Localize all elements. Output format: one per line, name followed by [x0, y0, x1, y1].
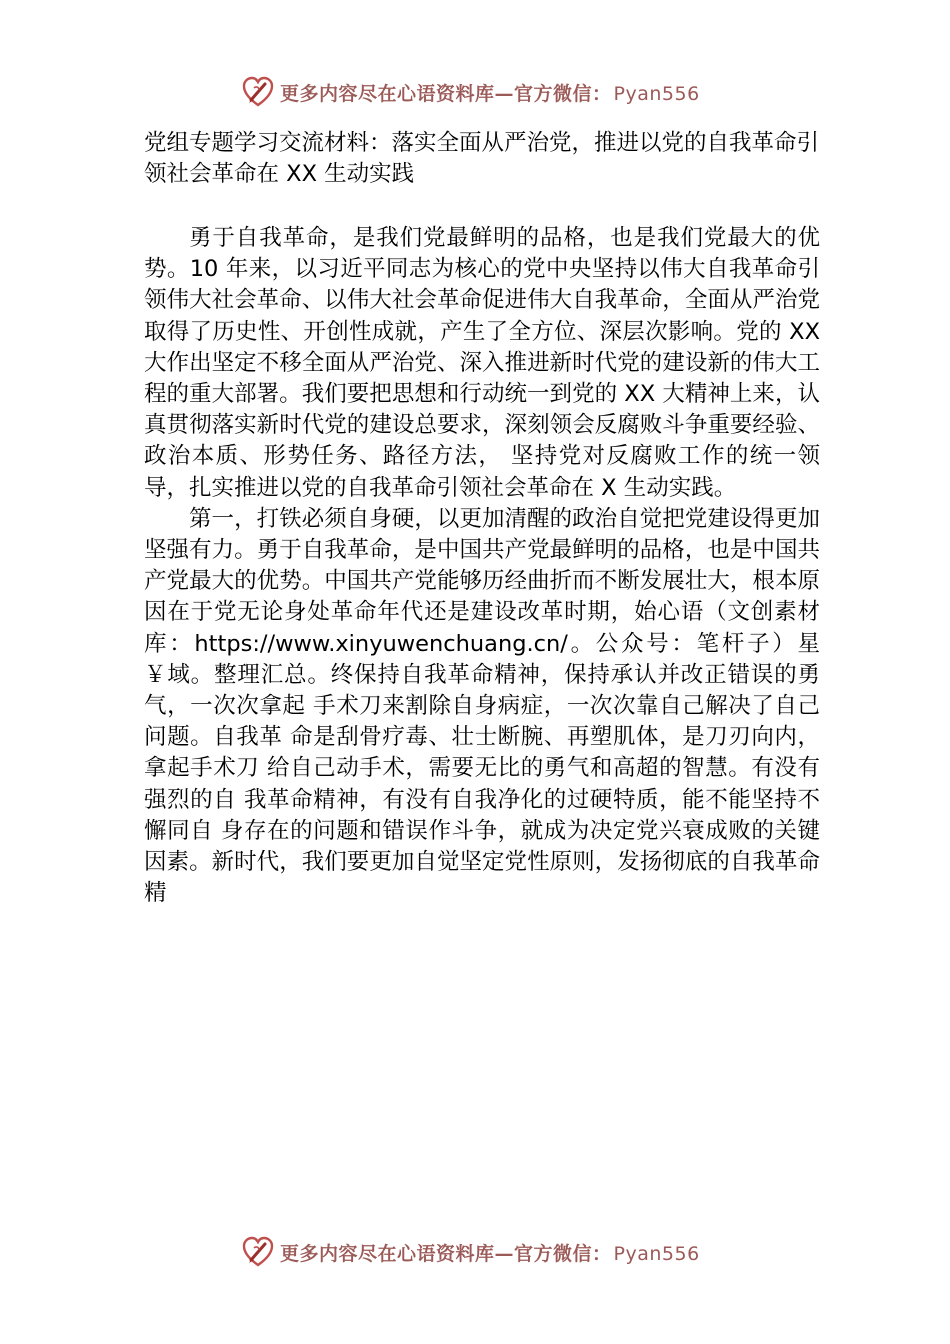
header-watermark	[240, 72, 740, 112]
watermark-label: 更多内容尽在心语资料库—官方微信：	[280, 82, 612, 105]
heart-pen-logo-icon	[240, 74, 276, 110]
paragraph-1: 勇于自我革命，是我们党最鲜明的品格，也是我们党最大的优势。10 年来，以习近平同志为核心的党中央坚持以伟大自我革命引领伟大社会革命、以伟大社会革命促进伟大自我革命，全面从严治党取得了历史性、开创性成就，产生了全方位、深层次影响。党的 XX 大作出坚定不移全面从严治党、深入推进新时代党的建设新的伟大工程的重大部署。我们要把思想和行动统一到党的 XX 大精神上来，认真贯彻落实新时代党的建设总要求，深刻领会反腐败斗争重要经验、政治本质、形势任务、路径方法， 坚持党对反腐败工作的统一领导，扎实推进以党的自我革命引领社会革命在 X 生动实践。	[144, 225, 820, 501]
watermark-wechat-id: Pyan556	[613, 82, 700, 105]
watermark-label: 更多内容尽在心语资料库—官方微信：	[280, 1242, 612, 1265]
document-title: 党组专题学习交流材料：落实全面从严治党，推进以党的自我革命引领社会革命在 XX 生动实践	[144, 130, 820, 187]
watermark-text	[280, 79, 700, 106]
document-body	[144, 128, 820, 909]
paragraph-2: 第一，打铁必须自身硬，以更加清醒的政治自觉把党建设得更加坚强有力。勇于自我革命，是中国共产党最鲜明的品格，也是中国共产党最大的优势。中国共产党能够历经曲折而不断发展壮大，根本原因在于党无论身处革命年代还是建设改革时期，始心语（文创素材库：https://www.xinyuwenchuang.cn/。公众号：笔杆子）星￥域。整理汇总。终保持自我革命精神，保持承认并改正错误的勇气，一次次拿起 手术刀来割除自身病症，一次次靠自己解决了自己问题。自我革 命是刮骨疗毒、壮士断腕、再塑肌体，是刀刃向内，拿起手术刀 给自己动手术，需要无比的勇气和高超的智慧。有没有强烈的自 我革命精神，有没有自我净化的过硬特质，能不能坚持不懈同自 身存在的问题和错误作斗争，就成为决定党兴衰成败的关键因素。新时代，我们要更加自觉坚定党性原则，发扬彻底的自我革命精	[144, 505, 820, 907]
footer-watermark	[240, 1232, 740, 1272]
watermark-wechat-id: Pyan556	[613, 1242, 700, 1265]
heart-pen-logo-icon	[240, 1234, 276, 1270]
watermark-text	[280, 1239, 700, 1266]
